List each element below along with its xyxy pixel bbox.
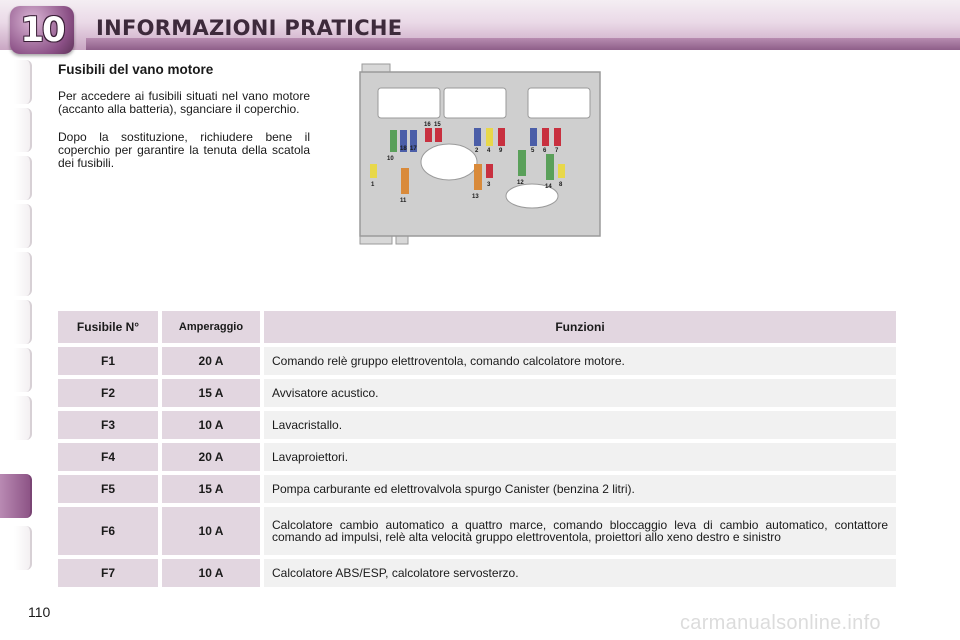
watermark: carmanualsonline.info — [680, 612, 881, 634]
fuse-8 — [558, 164, 565, 178]
fuse-2 — [474, 128, 481, 146]
fuse-6 — [542, 128, 549, 146]
fuse-15 — [435, 128, 442, 142]
fuse-label-1: 1 — [371, 182, 375, 188]
cell-fuse: F7 — [58, 559, 158, 587]
side-tab-5[interactable] — [14, 252, 32, 296]
fuse-label-12: 12 — [517, 180, 524, 186]
fuse-14 — [546, 154, 554, 180]
fuse-9 — [498, 128, 505, 146]
fuse-5 — [530, 128, 537, 146]
side-tab-4[interactable] — [14, 204, 32, 248]
fuse-12 — [518, 150, 526, 176]
cell-function: Calcolatore cambio automatico a quattro marce, comando bloccaggio leva di cambio automatico, contattore comando ad impulsi, relè alta velocità gruppo elettroventola, proiettori allo xeno destro e sinistro — [264, 507, 896, 555]
fuse-label-2: 2 — [475, 148, 479, 154]
cell-function: Lavaproiettori. — [264, 443, 896, 471]
side-tab-2[interactable] — [14, 108, 32, 152]
table-row — [58, 475, 896, 503]
side-tab-6[interactable] — [14, 300, 32, 344]
fuse-10 — [390, 130, 397, 152]
side-tab-10-active[interactable] — [0, 474, 32, 518]
fuse-7 — [554, 128, 561, 146]
fuse-table — [54, 307, 900, 591]
table-header-row — [58, 311, 896, 343]
cell-amp: 10 A — [162, 559, 260, 587]
relay-block-1 — [378, 88, 440, 118]
fuse-label-7: 7 — [555, 148, 559, 154]
header-functions: Funzioni — [264, 311, 896, 343]
fuse-4 — [486, 128, 493, 146]
header-amperage: Amperaggio — [162, 311, 260, 343]
fuse-box-diagram — [352, 62, 608, 250]
page-number: 110 — [28, 604, 51, 620]
fuse-label-11: 11 — [400, 198, 407, 204]
table-row — [58, 559, 896, 587]
cell-function: Pompa carburante ed elettrovalvola spurgo Canister (benzina 2 litri). — [264, 475, 896, 503]
fuse-11 — [401, 168, 409, 194]
fuse-label-3: 3 — [487, 182, 491, 188]
fuse-label-14: 14 — [545, 184, 552, 190]
fuse-label-8: 8 — [559, 182, 563, 188]
table-row — [58, 379, 896, 407]
fuse-13 — [474, 164, 482, 190]
oval-opening-center — [421, 144, 477, 180]
paragraph-replacement: Dopo la sostituzione, richiudere bene il coperchio per garantire la tenuta della scatola dei fusibili. — [58, 130, 310, 170]
fuse-label-5: 5 — [531, 148, 535, 154]
side-tab-11[interactable] — [14, 526, 32, 570]
fuse-label-17: 17 — [410, 146, 417, 152]
section-title: Fusibili del vano motore — [58, 62, 214, 77]
cell-function: Comando relè gruppo elettroventola, comando calcolatore motore. — [264, 347, 896, 375]
fuse-label-9: 9 — [499, 148, 503, 154]
table-row — [58, 411, 896, 439]
chapter-number-badge: 10 — [10, 6, 74, 54]
side-tab-8[interactable] — [14, 396, 32, 440]
cell-amp: 10 A — [162, 507, 260, 555]
fuse-label-6: 6 — [543, 148, 547, 154]
cell-fuse: F5 — [58, 475, 158, 503]
paragraph-access: Per accedere ai fusibili situati nel vano motore (accanto alla batteria), sganciare il coperchio. — [58, 89, 310, 116]
side-tab-7[interactable] — [14, 348, 32, 392]
cell-function: Avvisatore acustico. — [264, 379, 896, 407]
cell-amp: 15 A — [162, 379, 260, 407]
fuse-16 — [425, 128, 432, 142]
cell-fuse: F2 — [58, 379, 158, 407]
cell-amp: 20 A — [162, 443, 260, 471]
page-title: INFORMAZIONI PRATICHE — [96, 16, 403, 40]
table-row — [58, 507, 896, 555]
table-row — [58, 443, 896, 471]
fuse-1 — [370, 164, 377, 178]
cell-amp: 15 A — [162, 475, 260, 503]
fuse-label-10: 10 — [387, 156, 394, 162]
side-tab-3[interactable] — [14, 156, 32, 200]
table-row — [58, 347, 896, 375]
fuse-label-18: 18 — [400, 146, 407, 152]
side-tab-1[interactable] — [14, 60, 32, 104]
cell-function: Calcolatore ABS/ESP, calcolatore servosterzo. — [264, 559, 896, 587]
relay-block-3 — [528, 88, 590, 118]
cell-amp: 20 A — [162, 347, 260, 375]
cell-amp: 10 A — [162, 411, 260, 439]
cell-function: Lavacristallo. — [264, 411, 896, 439]
fuse-3 — [486, 164, 493, 178]
relay-block-2 — [444, 88, 506, 118]
fuse-label-15: 15 — [434, 122, 441, 128]
cell-fuse: F4 — [58, 443, 158, 471]
fuse-label-4: 4 — [487, 148, 491, 154]
cell-fuse: F1 — [58, 347, 158, 375]
fuse-label-16: 16 — [424, 122, 431, 128]
fuse-label-13: 13 — [472, 194, 479, 200]
cell-fuse: F3 — [58, 411, 158, 439]
chapter-side-tabs — [0, 60, 34, 580]
cell-fuse: F6 — [58, 507, 158, 555]
header-fuse-number: Fusibile N° — [58, 311, 158, 343]
